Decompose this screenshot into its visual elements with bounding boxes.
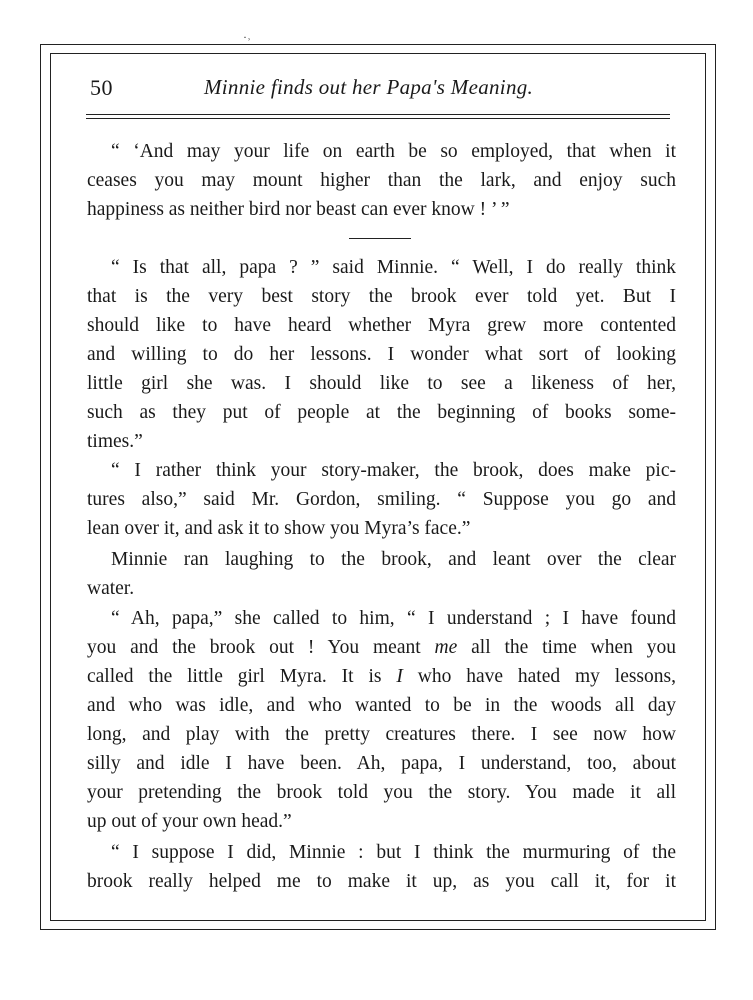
text-line: “ Ah, papa,” she called to him, “ I understand ; I have found bbox=[111, 608, 676, 629]
text-line: brook really helped me to make it up, as you call it, for it bbox=[87, 871, 676, 892]
text-line: little girl she was. I should like to see a likeness of her, bbox=[87, 373, 676, 394]
text-line: such as they put of people at the beginning of books some- bbox=[87, 402, 676, 423]
emphasis-text: I bbox=[396, 666, 403, 687]
paragraph-3 bbox=[87, 456, 676, 543]
text-line: “ I rather think your story-maker, the brook, does make pic- bbox=[111, 460, 676, 481]
text-line: tures also,” said Mr. Gordon, smiling. “ Suppose you go and bbox=[87, 489, 676, 510]
header-rule bbox=[86, 114, 670, 115]
text-line: “ I suppose I did, Minnie : but I think the murmuring of the bbox=[111, 842, 676, 863]
text-line: “ ‘And may your life on earth be so employed, that when it bbox=[111, 141, 676, 162]
text-line: and who was idle, and who wanted to be in the woods all day bbox=[87, 695, 676, 716]
text-line bbox=[87, 662, 676, 691]
text-span: all the time when you bbox=[457, 637, 676, 658]
text-line: silly and idle I have been. Ah, papa, I understand, too, about bbox=[87, 753, 676, 774]
emphasis-text: me bbox=[434, 637, 458, 658]
text-line: times.” bbox=[87, 431, 143, 452]
text-line: ceases you may mount higher than the lark, and enjoy such bbox=[87, 170, 676, 191]
text-line: long, and play with the pretty creatures there. I see now how bbox=[87, 724, 676, 745]
running-title: Minnie finds out her Papa's Meaning. bbox=[204, 75, 534, 99]
text-span: called the little girl Myra. It is bbox=[87, 666, 397, 687]
text-line: lean over it, and ask it to show you Myra’s face.” bbox=[87, 518, 471, 539]
text-line: up out of your own head.” bbox=[87, 811, 292, 832]
text-line: Minnie ran laughing to the brook, and leant over the clear bbox=[111, 549, 676, 570]
text-line: should like to have heard whether Myra grew more contented bbox=[87, 315, 676, 336]
text-line bbox=[87, 633, 676, 662]
header-rule-thin bbox=[86, 118, 670, 119]
text-line: that is the very best story the brook ever told yet. But I bbox=[87, 286, 676, 307]
text-line: your pretending the brook told you the story. You made it all bbox=[87, 782, 676, 803]
text-span: you and the brook out ! You meant bbox=[87, 637, 435, 658]
text-span: who have hated my lessons, bbox=[402, 666, 676, 687]
paragraph-2 bbox=[87, 253, 676, 456]
paragraph-6 bbox=[87, 838, 676, 896]
paragraph-4 bbox=[87, 545, 676, 603]
text-line: and willing to do her lessons. I wonder what sort of looking bbox=[87, 344, 676, 365]
section-break-rule bbox=[349, 238, 411, 239]
text-line: water. bbox=[87, 578, 135, 599]
printer-mark: ·˒ bbox=[243, 30, 251, 44]
paragraph-5 bbox=[87, 604, 676, 836]
text-line: happiness as neither bird nor beast can ever know ! ’ ” bbox=[87, 199, 510, 220]
paragraph-1 bbox=[87, 137, 676, 224]
page-header bbox=[86, 73, 676, 103]
text-line: “ Is that all, papa ? ” said Minnie. “ Well, I do really think bbox=[111, 257, 676, 278]
page-number: 50 bbox=[90, 75, 113, 100]
